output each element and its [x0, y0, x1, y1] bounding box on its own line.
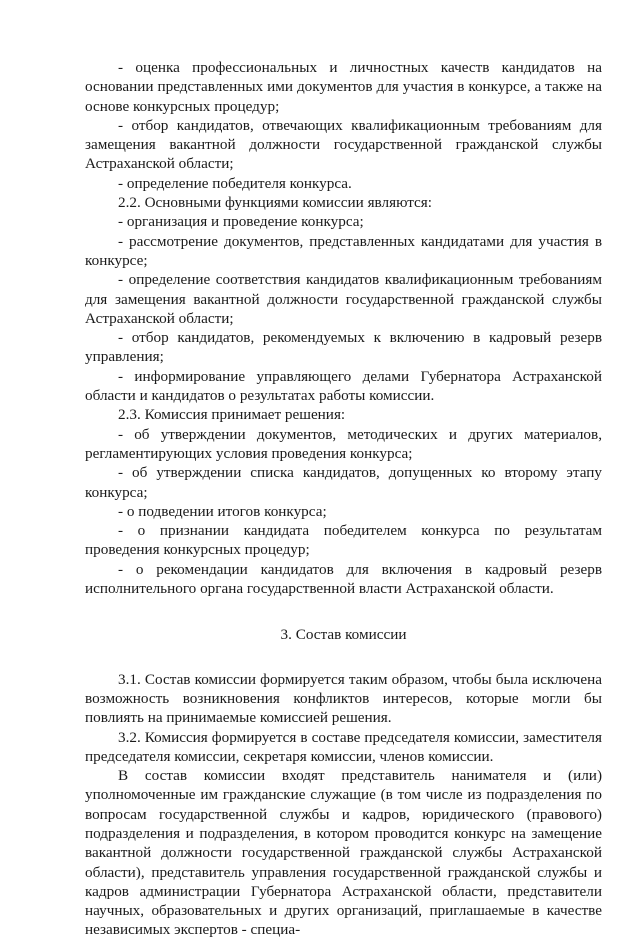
section-3-title: 3. Состав комиссии	[280, 626, 407, 644]
paragraph: - определение соответствия кандидатов квалификационным требованиям для замещения вакантной должности государственной гражданской службы Астраханской области;	[85, 271, 602, 327]
section-2-2-heading: 2.2. Основными функциями комиссии являются:	[118, 194, 433, 212]
paragraph: - организация и проведение конкурса;	[118, 213, 364, 231]
paragraph: - рассмотрение документов, представленных кандидатами для участия в конкурсе;	[85, 232, 602, 269]
paragraph: - оценка профессиональных и личностных качеств кандидатов на основании представленных ими документов для участия в конкурсе, а также на основе конкурсных процедур;	[85, 59, 602, 115]
paragraph: - отбор кандидатов, рекомендуемых к включению в кадровый резерв управления;	[85, 329, 602, 366]
paragraph: - информирование управляющего делами Губернатора Астраханской области и кандидатов о результатах работы комиссии.	[85, 367, 602, 405]
paragraph: - определение победителя конкурса.	[118, 174, 352, 192]
paragraph: - отбор кандидатов, отвечающих квалификационным требованиям для замещения вакантной должности государственной гражданской службы Астраханской области;	[85, 116, 602, 173]
paragraph: - об утверждении списка кандидатов, допущенных ко второму этапу конкурса;	[85, 464, 602, 501]
paragraph: - о рекомендации кандидатов для включения в кадровый резерв исполнительного органа государственной власти Астраханской области.	[85, 560, 602, 598]
document-body	[85, 58, 602, 940]
paragraph: В состав комиссии входят представитель нанимателя и (или) уполномоченные им гражданские служащие (в том числе из подразделения по вопросам государственной службы и кадров, юридического (правового) подразделения и подразделения, в котором проводится конкурс на замещение вакантной должности государственной гражданской службы Астраханской области), представитель управления государственной гражданской службы и кадров администрации Губернатора Астраханской области, представители научных, образовательных и других организаций, приглашаемые в качестве независимых экспертов - специа-	[85, 767, 602, 939]
paragraph: - о признании кандидата победителем конкурса по результатам проведения конкурсных процедур;	[85, 522, 602, 559]
paragraph: - об утверждении документов, методических и других материалов, регламентирующих условия проведения конкурса;	[85, 425, 602, 462]
section-2-3-heading: 2.3. Комиссия принимает решения:	[118, 406, 346, 424]
paragraph: 3.1. Состав комиссии формируется таким образом, чтобы была исключена возможность возникновения конфликтов интересов, которые могли бы повлиять на принимаемые комиссией решения.	[85, 670, 602, 727]
paragraph: 3.2. Комиссия формируется в составе председателя комиссии, заместителя председателя комиссии, секретаря комиссии, членов комиссии.	[85, 728, 602, 765]
paragraph: - о подведении итогов конкурса;	[118, 502, 327, 520]
